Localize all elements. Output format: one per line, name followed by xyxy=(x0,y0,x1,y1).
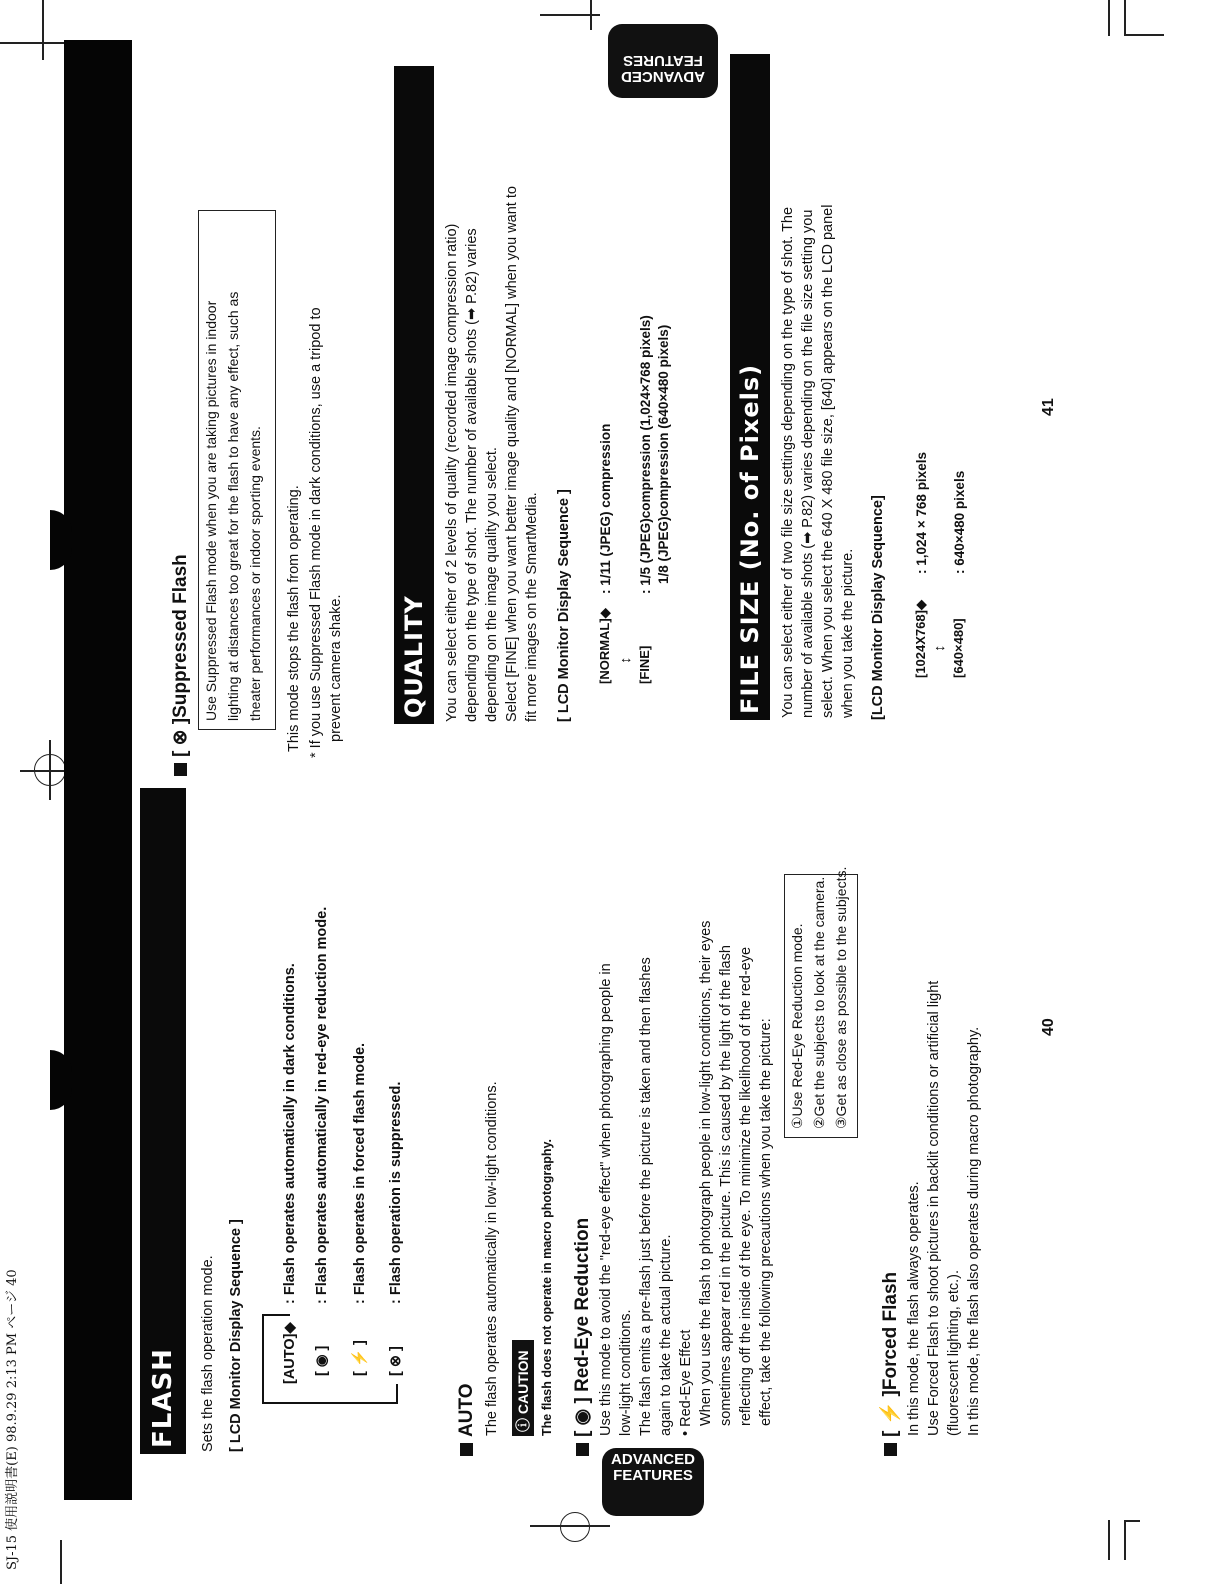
forced-heading: [ ⚡ ]Forced Flash xyxy=(880,1272,902,1456)
seq-desc-suppressed: : Flash operation is suppressed. xyxy=(388,1081,404,1304)
suppressed-line: prevent camera shake. xyxy=(328,594,344,742)
seq-desc-auto: : Flash operates automatically in dark conditions. xyxy=(282,963,298,1304)
sequence-loop-line xyxy=(262,1314,264,1404)
filesize-seq-1024-label: [1024X768]◆ xyxy=(913,600,928,678)
section-title-file-size: FILE SIZE (No. of Pixels) xyxy=(730,54,770,720)
sequence-loop-line xyxy=(262,1315,290,1317)
precautions-box: ①Use Red-Eye Reduction mode. ②Get the subjects to look at the camera. ③Get as close as possible to the subjects. xyxy=(784,874,858,1138)
caution-badge: ⓘ CAUTION xyxy=(512,1340,534,1436)
redeye-heading: [ ◉ ] Red-Eye Reduction xyxy=(572,1218,594,1456)
auto-heading: AUTO xyxy=(456,1384,478,1456)
seq-heading: [ LCD Monitor Display Sequence ] xyxy=(228,1219,244,1452)
filesize-seq-arrow: ↕ xyxy=(932,644,948,652)
quality-seq-arrow: ↕ xyxy=(618,656,634,664)
section-tab-right: ADVANCED FEATURES xyxy=(608,24,718,98)
suppressed-line: * If you use Suppressed Flash mode in dark conditions, use a tripod to xyxy=(308,307,324,758)
sequence-loop-line xyxy=(396,1384,398,1404)
seq-desc-forced: : Flash operates in forced flash mode. xyxy=(352,1042,368,1304)
section-title-quality: QUALITY xyxy=(394,66,434,724)
quality-seq-fine-desc: : 1/5 (JPEG)compression (1,024×768 pixels) xyxy=(638,315,653,594)
seq-label-redeye: [ ◉ ] xyxy=(314,1345,330,1376)
suppressed-info-box: Use Suppressed Flash mode when you are taking pictures in indoor lighting at distances too great for the flash to have any effect, such as theater performances or indoor sporting events. xyxy=(198,210,276,730)
page-number-right: 41 xyxy=(1040,398,1057,416)
seq-label-suppressed: [ ⊗ ] xyxy=(388,1346,404,1376)
page-number-left: 40 xyxy=(1040,1018,1057,1036)
quality-seq-fine-desc2: 1/8 (JPEG)compression (640×480 pixels) xyxy=(656,324,671,584)
seq-label-auto: [AUTO]◆ xyxy=(282,1322,298,1384)
seq-desc-redeye: : Flash operates automatically in red-eye reduction mode. xyxy=(314,906,330,1304)
filesize-seq-1024-desc: : 1,024 × 768 pixels xyxy=(914,452,929,574)
suppressed-heading: [ ⊗ ]Suppressed Flash xyxy=(170,554,192,776)
section-title-flash: FLASH xyxy=(140,788,186,1454)
filesize-seq-640-desc: : 640×480 pixels xyxy=(952,470,967,574)
print-header: SJ-15 使用説明書(E) 98.9.29 2:13 PM ページ 40 xyxy=(5,1269,20,1570)
quality-seq-fine-label: [FINE] xyxy=(637,645,652,684)
seq-label-forced: [ ⚡ ] xyxy=(352,1340,368,1376)
suppressed-line: This mode stops the flash from operating. xyxy=(286,485,302,752)
quality-seq-heading: [ LCD Monitor Display Sequence ] xyxy=(556,489,572,722)
section-tab-left: ADVANCED FEATURES xyxy=(602,1448,704,1516)
quality-seq-normal-desc: : 1/11 (JPEG) compression xyxy=(598,423,613,594)
sequence-loop-line xyxy=(262,1403,398,1405)
intro-text: Sets the flash operation mode. xyxy=(200,1255,216,1452)
auto-text: The flash operates automatically in low-light conditions. xyxy=(484,1081,500,1436)
page-spread: SJ-15 使用説明書(E) 98.9.29 2:13 PM ページ 40 FLASH Sets the flash operation mode. [ LCD Monitor Display Sequence ] [AUTO]◆ : Flash operates automatically in dark conditions. [ ◉ ] : Flash operates automatically in red-eye reduction mode. [ ⚡ ] : Flash operates in forced flash mode. [ ⊗ ] : Flash operation is suppressed. AUTO The flash operates automatically in low-light conditions. ⓘ CAUTION The flash does not operate in macro photography. [ ◉ ] Red-Eye Reduction Use this mode to avoid the "red-eye effect" when photographing people in low-light conditions. The flash emits a pre-flash just before the picture is taken and then flashes again to take the actual picture. • Red-Eye Effect When you use the flash to photograph people in low-light conditions, their eyes sometimes appear red in the picture. This is caused by the light of the flash reflecting off the inside of the eye. To minimize the likelihood of the red-eye effect, take the following precautions when you take the picture: ①Use Red-Eye Reduction mode. ②Get the subjects to look at the camera. ③Get as close as possible to the subjects. [ ⚡ ]Forced Flash In this mode, the flash always operates. Use Forced Flash to shoot pictures in backlit conditions or artificial light (fluorescent lighting, etc.). In this mode, the flash also operates during macro photography. 40 [ ⊗ ]Suppressed Flash Use Suppressed Flash mode when you are taking pictures in indoor lighting at distances too great for the flash to have any effect, such as theater performances or indoor sporting events. This mode stops the flash from operating. * If you use Suppressed Flash mode in dark conditions, use a tripod to prevent camera shake. QUALITY You can select either of 2 levels of quality (recorded image compression ratio) depending on the type of shot. The number of available shots (➡ P.82) varies depending on the image quality you select. Select [FINE] when you want better image quality and [NORMAL] when you want to fit more images on the SmartMedia. [ LCD Monitor Display Sequence ] [NORMAL]◆ : 1/11 (JPEG) compression ↕ [FINE] : 1/5 (JPEG)compression (1,024×768 pixels) 1/8 (JPEG)compression (640×480 pixels) FILE SIZE (No. of Pixels) You can select either of two file size settings depending on the type of shot. The number of available shots (➡ P.82) varies depending on the file size setting you select. When you select the 640 X 480 file size, [640] appears on the LCD panel when you take the picture. [LCD Monitor Display Sequence] [1024X768]◆ : 1,024 × 768 pixels ↕ [640×480] : 640×480 pixels 41 xyxy=(0,0,1224,1584)
quality-seq-normal-label: [NORMAL]◆ xyxy=(597,608,612,684)
caution-text: The flash does not operate in macro photography. xyxy=(540,1138,554,1436)
filesize-seq-640-label: [640×480] xyxy=(951,618,966,678)
filesize-seq-heading: [LCD Monitor Display Sequence] xyxy=(870,495,886,720)
